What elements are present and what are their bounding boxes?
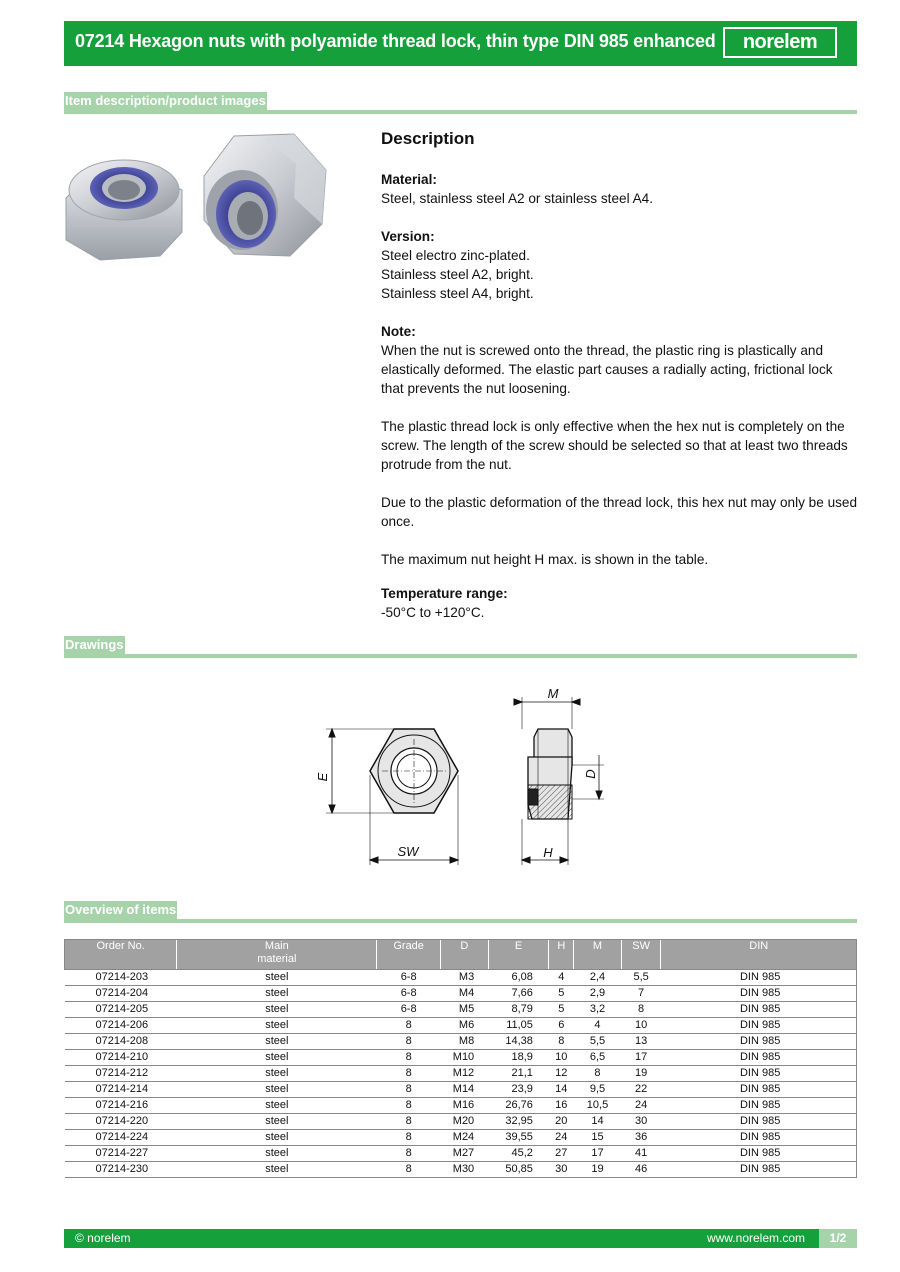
items-table (64, 939, 857, 1178)
table-cell-din: DIN 985 (661, 1130, 857, 1146)
table-cell-e: 8,79 (488, 1002, 549, 1018)
temperature-text: -50°C to +120°C. (381, 605, 485, 620)
table-cell-e: 26,76 (488, 1098, 549, 1114)
table-cell-order: 07214-216 (65, 1098, 177, 1114)
table-cell-mat: steel (177, 970, 377, 986)
table-row (65, 1002, 857, 1018)
table-cell-h: 14 (549, 1082, 574, 1098)
version-label: Version: (381, 229, 435, 244)
table-cell-mat: steel (177, 1162, 377, 1178)
table-cell-din: DIN 985 (661, 1098, 857, 1114)
table-cell-order: 07214-210 (65, 1050, 177, 1066)
footer-bar (64, 1229, 857, 1248)
version-paragraph (381, 227, 859, 303)
norelem-logo (723, 27, 837, 58)
table-cell-sw: 10 (621, 1018, 661, 1034)
table-cell-sw: 24 (621, 1098, 661, 1114)
table-cell-grade: 8 (377, 1146, 441, 1162)
table-cell-din: DIN 985 (661, 1162, 857, 1178)
table-cell-h: 6 (549, 1018, 574, 1034)
table-cell-d: M20 (440, 1114, 488, 1130)
table-cell-e: 45,2 (488, 1146, 549, 1162)
section-item-description (64, 92, 857, 114)
table-row (65, 1066, 857, 1082)
table-cell-sw: 7 (621, 986, 661, 1002)
section-label-overview: Overview of items (65, 902, 177, 917)
table-cell-mat: steel (177, 1082, 377, 1098)
table-cell-mat: steel (177, 1002, 377, 1018)
table-cell-m: 8 (574, 1066, 622, 1082)
dim-label-m: M (547, 686, 559, 701)
table-cell-e: 50,85 (488, 1162, 549, 1178)
page-title: 07214 Hexagon nuts with polyamide thread lock, thin type DIN 985 enhanced (75, 31, 716, 51)
col-header-sw: SW (621, 940, 661, 970)
table-cell-grade: 8 (377, 1098, 441, 1114)
table-cell-order: 07214-204 (65, 986, 177, 1002)
table-cell-mat: steel (177, 1066, 377, 1082)
material-label: Material: (381, 172, 437, 187)
table-cell-e: 11,05 (488, 1018, 549, 1034)
table-cell-din: DIN 985 (661, 986, 857, 1002)
table-cell-e: 32,95 (488, 1114, 549, 1130)
page-number: 1/2 (819, 1229, 857, 1248)
description-block (381, 128, 859, 641)
table-cell-sw: 22 (621, 1082, 661, 1098)
table-cell-d: M12 (440, 1066, 488, 1082)
table-cell-din: DIN 985 (661, 1018, 857, 1034)
nut-right-illustration (204, 134, 326, 256)
table-cell-d: M3 (440, 970, 488, 986)
description-heading: Description (381, 129, 475, 148)
section-drawings (64, 636, 857, 658)
table-cell-m: 3,2 (574, 1002, 622, 1018)
table-cell-grade: 8 (377, 1162, 441, 1178)
dim-label-sw: SW (397, 844, 419, 859)
table-cell-d: M14 (440, 1082, 488, 1098)
table-cell-grade: 6-8 (377, 1002, 441, 1018)
table-cell-h: 5 (549, 1002, 574, 1018)
material-text: Steel, stainless steel A2 or stainless steel A4. (381, 191, 654, 206)
table-cell-din: DIN 985 (661, 1082, 857, 1098)
table-cell-grade: 6-8 (377, 970, 441, 986)
table-cell-m: 14 (574, 1114, 622, 1130)
note-label: Note: (381, 324, 416, 339)
col-header-order-no: Order No. (65, 940, 177, 970)
table-cell-mat: steel (177, 1034, 377, 1050)
table-cell-din: DIN 985 (661, 1002, 857, 1018)
table-cell-sw: 46 (621, 1162, 661, 1178)
col-header-grade: Grade (377, 940, 441, 970)
table-cell-sw: 17 (621, 1050, 661, 1066)
table-cell-e: 14,38 (488, 1034, 549, 1050)
table-cell-e: 39,55 (488, 1130, 549, 1146)
side-view (514, 697, 604, 865)
footer-copyright: © norelem (75, 1231, 131, 1245)
table-cell-mat: steel (177, 986, 377, 1002)
table-cell-e: 6,08 (488, 970, 549, 986)
table-cell-d: M4 (440, 986, 488, 1002)
table-cell-d: M8 (440, 1034, 488, 1050)
table-cell-e: 18,9 (488, 1050, 549, 1066)
table-cell-grade: 8 (377, 1114, 441, 1130)
note-paragraph (381, 322, 859, 398)
table-cell-d: M10 (440, 1050, 488, 1066)
table-cell-d: M5 (440, 1002, 488, 1018)
table-cell-m: 19 (574, 1162, 622, 1178)
table-row (65, 970, 857, 986)
table-cell-order: 07214-203 (65, 970, 177, 986)
table-cell-h: 24 (549, 1130, 574, 1146)
table-row (65, 1146, 857, 1162)
table-cell-grade: 8 (377, 1034, 441, 1050)
table-cell-h: 27 (549, 1146, 574, 1162)
table-cell-order: 07214-208 (65, 1034, 177, 1050)
table-cell-d: M16 (440, 1098, 488, 1114)
table-cell-grade: 8 (377, 1130, 441, 1146)
footer-website-link[interactable]: www.norelem.com (706, 1231, 805, 1245)
table-cell-m: 2,4 (574, 970, 622, 986)
table-cell-order: 07214-227 (65, 1146, 177, 1162)
table-cell-m: 17 (574, 1146, 622, 1162)
table-cell-m: 6,5 (574, 1050, 622, 1066)
note-text: When the nut is screwed onto the thread, the plastic ring is plastically and elastically deformed. The elastic part causes a radially acting, frictional lock that prevents the nut loosening. (381, 343, 833, 396)
table-cell-mat: steel (177, 1050, 377, 1066)
note-text: The plastic thread lock is only effective when the hex nut is completely on the screw. The length of the screw should be selected so that at least two threads protrude from the nut. (381, 419, 848, 472)
table-cell-mat: steel (177, 1114, 377, 1130)
table-cell-m: 15 (574, 1130, 622, 1146)
temperature-paragraph (381, 584, 859, 622)
table-row (65, 986, 857, 1002)
table-cell-sw: 5,5 (621, 970, 661, 986)
version-line: Stainless steel A4, bright. (381, 286, 534, 301)
nut-left-illustration (66, 160, 182, 260)
table-cell-grade: 8 (377, 1018, 441, 1034)
table-cell-m: 2,9 (574, 986, 622, 1002)
table-cell-h: 10 (549, 1050, 574, 1066)
section-overview (64, 901, 857, 923)
table-cell-din: DIN 985 (661, 1050, 857, 1066)
table-cell-order: 07214-212 (65, 1066, 177, 1082)
table-cell-mat: steel (177, 1098, 377, 1114)
table-cell-h: 16 (549, 1098, 574, 1114)
dim-label-e: E (315, 772, 330, 782)
note-text: Due to the plastic deformation of the thread lock, this hex nut may only be used once. (381, 495, 858, 529)
table-row (65, 1082, 857, 1098)
table-cell-sw: 36 (621, 1130, 661, 1146)
col-header-h: H (549, 940, 574, 970)
table-cell-din: DIN 985 (661, 1146, 857, 1162)
table-row (65, 1050, 857, 1066)
table-cell-h: 8 (549, 1034, 574, 1050)
table-cell-din: DIN 985 (661, 970, 857, 986)
table-cell-h: 20 (549, 1114, 574, 1130)
table-cell-sw: 19 (621, 1066, 661, 1082)
header-bar (64, 21, 857, 66)
table-cell-m: 4 (574, 1018, 622, 1034)
table-cell-e: 7,66 (488, 986, 549, 1002)
table-row (65, 1098, 857, 1114)
table-cell-grade: 8 (377, 1050, 441, 1066)
table-cell-sw: 41 (621, 1146, 661, 1162)
dim-label-h: H (543, 845, 553, 860)
front-view (326, 729, 458, 865)
version-line: Steel electro zinc-plated. (381, 248, 530, 263)
table-row (65, 1018, 857, 1034)
table-cell-e: 23,9 (488, 1082, 549, 1098)
table-cell-din: DIN 985 (661, 1114, 857, 1130)
table-cell-sw: 13 (621, 1034, 661, 1050)
table-cell-grade: 8 (377, 1082, 441, 1098)
table-cell-order: 07214-205 (65, 1002, 177, 1018)
table-cell-order: 07214-206 (65, 1018, 177, 1034)
table-header-row (65, 940, 857, 970)
table-cell-order: 07214-214 (65, 1082, 177, 1098)
table-cell-sw: 8 (621, 1002, 661, 1018)
table-cell-grade: 6-8 (377, 986, 441, 1002)
table-row (65, 1034, 857, 1050)
table-cell-d: M27 (440, 1146, 488, 1162)
table-cell-h: 4 (549, 970, 574, 986)
table-cell-mat: steel (177, 1130, 377, 1146)
table-cell-din: DIN 985 (661, 1034, 857, 1050)
col-header-din: DIN (661, 940, 857, 970)
table-cell-m: 10,5 (574, 1098, 622, 1114)
table-row (65, 1162, 857, 1178)
table-row (65, 1114, 857, 1130)
material-paragraph (381, 170, 859, 208)
note-text: The maximum nut height H max. is shown in the table. (381, 552, 709, 567)
table-cell-d: M30 (440, 1162, 488, 1178)
table-cell-order: 07214-220 (65, 1114, 177, 1130)
table-cell-e: 21,1 (488, 1066, 549, 1082)
logo-text: norelem (742, 31, 818, 53)
table-cell-m: 9,5 (574, 1082, 622, 1098)
col-header-m: M (574, 940, 622, 970)
table-cell-d: M24 (440, 1130, 488, 1146)
version-line: Stainless steel A2, bright. (381, 267, 534, 282)
table-cell-mat: steel (177, 1146, 377, 1162)
table-cell-h: 5 (549, 986, 574, 1002)
temperature-label: Temperature range: (381, 586, 508, 601)
section-label-item-description: Item description/product images (65, 93, 266, 108)
table-cell-d: M6 (440, 1018, 488, 1034)
table-cell-h: 12 (549, 1066, 574, 1082)
section-label-drawings: Drawings (65, 637, 124, 652)
technical-drawing (310, 685, 620, 870)
product-image (64, 128, 329, 268)
table-row (65, 1130, 857, 1146)
table-cell-m: 5,5 (574, 1034, 622, 1050)
table-cell-order: 07214-230 (65, 1162, 177, 1178)
table-cell-order: 07214-224 (65, 1130, 177, 1146)
table-cell-sw: 30 (621, 1114, 661, 1130)
table-cell-h: 30 (549, 1162, 574, 1178)
table-cell-mat: steel (177, 1018, 377, 1034)
col-header-d: D (440, 940, 488, 970)
table-cell-din: DIN 985 (661, 1066, 857, 1082)
table-cell-grade: 8 (377, 1066, 441, 1082)
dim-label-d: D (583, 769, 598, 779)
col-header-main-material: Main material (177, 940, 377, 970)
col-header-e: E (488, 940, 549, 970)
